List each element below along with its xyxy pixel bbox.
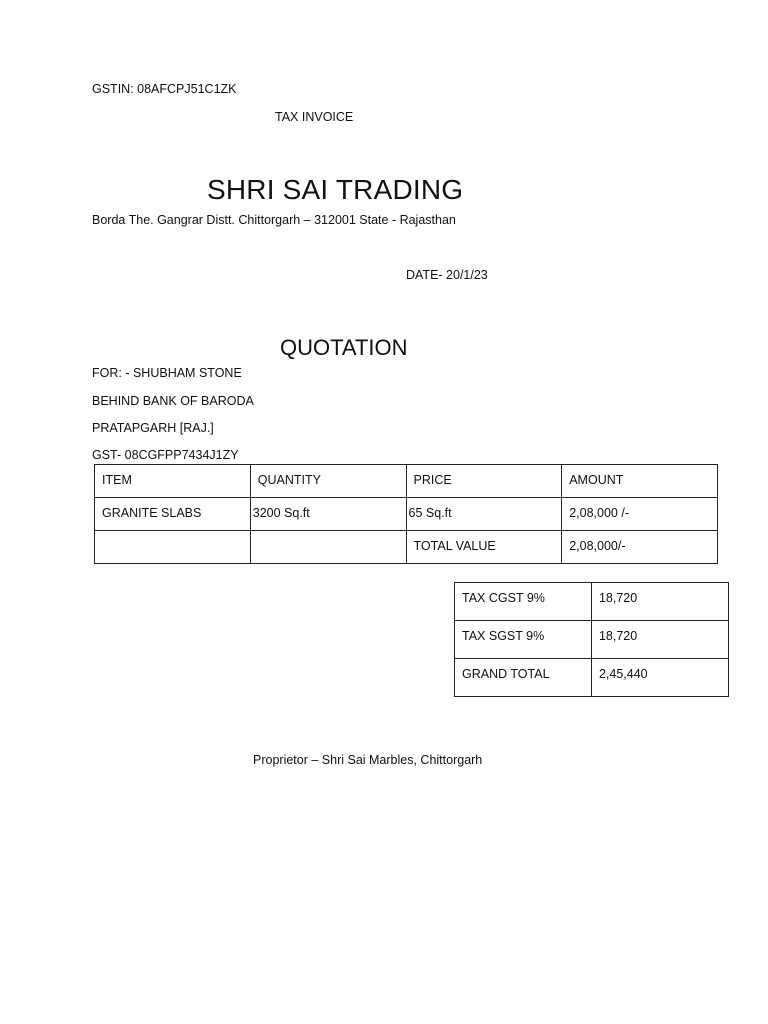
item-price: 65 Sq.ft (408, 506, 452, 520)
table-cell (250, 531, 406, 564)
table-cell (455, 621, 592, 659)
table-cell (455, 583, 592, 621)
seller-gstin: GSTIN: 08AFCPJ51C1ZK (92, 82, 237, 96)
customer-address-line1: BEHIND BANK OF BARODA (92, 394, 254, 408)
table-cell (455, 659, 592, 697)
grand-total-amount: 2,45,440 (598, 667, 648, 681)
table-cell (591, 621, 728, 659)
table-cell (95, 531, 251, 564)
table-row (455, 659, 729, 697)
table-cell (406, 498, 562, 531)
document-date: DATE- 20/1/23 (406, 268, 488, 282)
header-cell (406, 465, 562, 498)
table-cell (562, 498, 718, 531)
proprietor-line: Proprietor – Shri Sai Marbles, Chittorgarh (253, 753, 483, 767)
company-name: SHRI SAI TRADING (207, 174, 464, 205)
total-value-amount: 2,08,000/- (569, 539, 626, 553)
table-cell (591, 659, 728, 697)
item-amount: 2,08,000 /- (569, 506, 629, 520)
table-row (95, 498, 718, 531)
cgst-amount: 18,720 (598, 591, 638, 605)
customer-gst: GST- 08CGFPP7434J1ZY (92, 448, 239, 462)
empty-cell (95, 531, 250, 539)
table-header-row (95, 465, 718, 498)
header-item: ITEM (102, 473, 132, 487)
table-row (455, 621, 729, 659)
header-cell (250, 465, 406, 498)
table-cell (250, 498, 406, 531)
table-row (95, 531, 718, 564)
header-price: PRICE (413, 473, 452, 487)
customer-name: FOR: - SHUBHAM STONE (92, 366, 242, 380)
total-value-label: TOTAL VALUE (413, 539, 496, 553)
item-quantity: 3200 Sq.ft (252, 506, 310, 520)
items-table (94, 464, 718, 564)
header-cell (562, 465, 718, 498)
table-row (455, 583, 729, 621)
header-amount: AMOUNT (569, 473, 624, 487)
table-cell (562, 531, 718, 564)
header-cell (95, 465, 251, 498)
tax-table (454, 582, 729, 697)
empty-cell (251, 531, 406, 539)
grand-total-label: GRAND TOTAL (462, 667, 550, 681)
sgst-amount: 18,720 (598, 629, 638, 643)
header-quantity: QUANTITY (257, 473, 321, 487)
quotation-title: QUOTATION (280, 335, 408, 360)
company-address: Borda The. Gangrar Distt. Chittorgarh – 312001 State - Rajasthan (92, 213, 456, 227)
table-cell (95, 498, 251, 531)
sgst-label: TAX SGST 9% (462, 629, 545, 643)
item-name: GRANITE SLABS (102, 506, 202, 520)
table-cell (406, 531, 562, 564)
cgst-label: TAX CGST 9% (462, 591, 545, 605)
customer-address-line2: PRATAPGARH [RAJ.] (92, 421, 214, 435)
table-cell (591, 583, 728, 621)
document-type: TAX INVOICE (275, 110, 354, 124)
